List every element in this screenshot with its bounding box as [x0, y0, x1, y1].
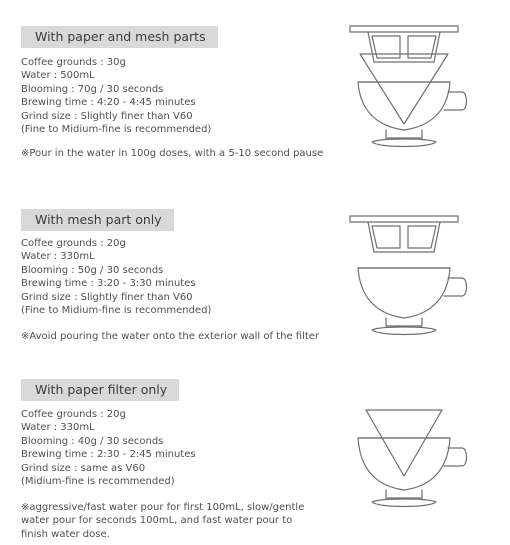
recipe-line: Coffee grounds : 30g [21, 57, 126, 68]
recipe-line: (Midium-fine is recommended) [21, 476, 175, 488]
recipe-line: Blooming : 40g / 30 seconds [21, 435, 164, 447]
dripper-paper-only-icon [340, 404, 470, 544]
dripper-paper-and-mesh-icon [340, 14, 470, 164]
recipe-line: Water : 500mL [21, 70, 95, 82]
recipe-note: ※Avoid pouring the water onto the exterior wall of the filter [21, 331, 320, 342]
recipe-line: Grind size : same as V60 [21, 462, 146, 474]
recipe-line: Brewing time : 2:30 - 2:45 minutes [21, 449, 196, 461]
section-title: With paper filter only [21, 379, 179, 401]
recipe-line: (Fine to Midium-fine is recommended) [21, 305, 212, 317]
recipe-line: Coffee grounds : 20g [21, 238, 126, 249]
recipe-line: Grind size : Slightly finer than V60 [21, 110, 193, 122]
recipe-line: Brewing time : 3:20 - 3:30 minutes [21, 278, 196, 290]
recipe-list [21, 408, 196, 488]
recipe-list [21, 237, 211, 317]
recipe-line: Blooming : 70g / 30 seconds [21, 83, 164, 95]
recipe-line: Coffee grounds : 20g [21, 409, 126, 420]
recipe-line: Grind size : Slightly finer than V60 [21, 291, 193, 303]
section-title: With paper and mesh parts [21, 26, 218, 48]
recipe-line: Water : 330mL [21, 422, 95, 434]
recipe-line: Blooming : 50g / 30 seconds [21, 264, 164, 276]
recipe-line: (Fine to Midium-fine is recommended) [21, 124, 212, 136]
recipe-line: Brewing time : 4:20 - 4:45 minutes [21, 97, 196, 109]
recipe-list [21, 56, 211, 136]
recipe-note: ※Pour in the water in 100g doses, with a 5-10 second pause [21, 148, 324, 159]
dripper-mesh-only-icon [340, 208, 470, 358]
section-title: With mesh part only [21, 209, 174, 231]
recipe-note: ※aggressive/fast water pour for first 100mL, slow/gentle water pour for seconds 100mL, and fast water pour to finish water dose. [21, 502, 305, 540]
recipe-line: Water : 330mL [21, 251, 95, 263]
